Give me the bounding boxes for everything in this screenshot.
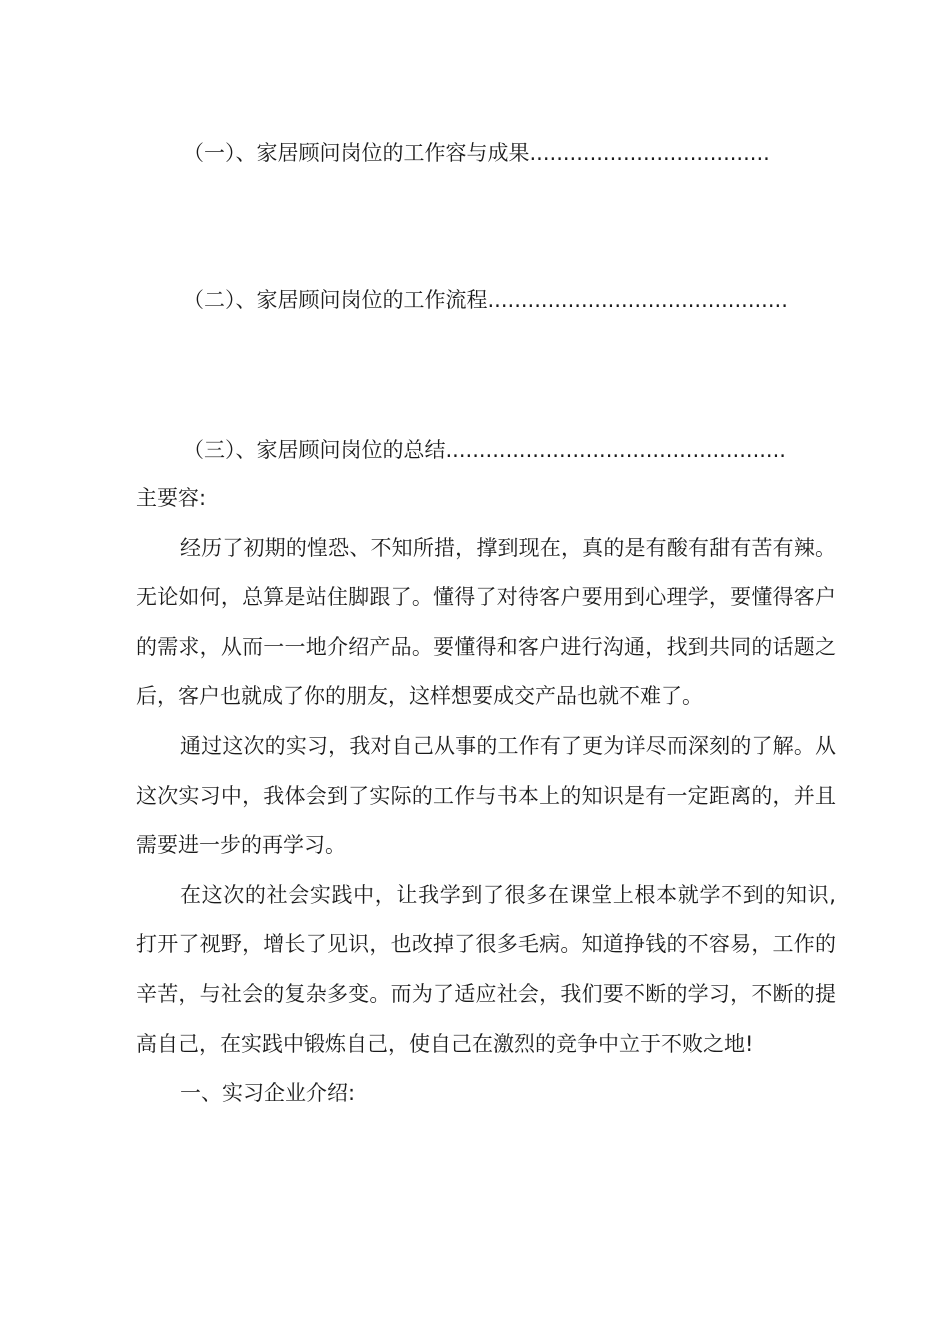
toc-entry-label: （三）、家居顾问岗位的总结 bbox=[183, 438, 446, 462]
paragraph: 通过这次的实习，我对自己从事的工作有了更为详尽而深刻的了解。从这次实习中，我体会到了实际的工作与书本上的知识是有一定距离的，并且需要进一步的再学习。 bbox=[136, 733, 836, 858]
section-heading: 一、实习企业介绍: bbox=[180, 1081, 356, 1106]
toc-leader-dots: .................................... bbox=[529, 141, 770, 165]
paragraph: 经历了初期的惶恐、不知所措，撑到现在，真的是有酸有甜有苦有辣。无论如何，总算是站住脚跟了。懂得了对待客户要用到心理学，要懂得客户的需求，从而一一地介绍产品。要懂得和客户进行沟通，找到共同的话题之后，客户也就成了你的朋友，这样想要成交产品也就不难了。 bbox=[136, 535, 836, 709]
toc-entry-2 bbox=[183, 285, 788, 315]
main-content bbox=[136, 474, 836, 1119]
toc-leader-dots: ............................................. bbox=[487, 288, 788, 312]
toc-leader-dots: ................................................... bbox=[445, 438, 786, 462]
paragraph: 在这次的社会实践中，让我学到了很多在课堂上根本就学不到的知识,打开了视野，增长了见识，也改掉了很多毛病。知道挣钱的不容易，工作的辛苦，与社会的复杂多变。而为了适应社会，我们要不断的学习，不断的提高自己，在实践中锻炼自己，使自己在激烈的竞争中立于不败之地! bbox=[136, 882, 836, 1056]
toc-entry-1 bbox=[183, 138, 770, 168]
toc-entry-label: （一）、家居顾问岗位的工作容与成果 bbox=[183, 141, 530, 165]
toc-entry-label: （二）、家居顾问岗位的工作流程 bbox=[183, 288, 488, 312]
main-heading: 主要容: bbox=[136, 486, 207, 510]
toc-entry-3 bbox=[183, 435, 786, 465]
